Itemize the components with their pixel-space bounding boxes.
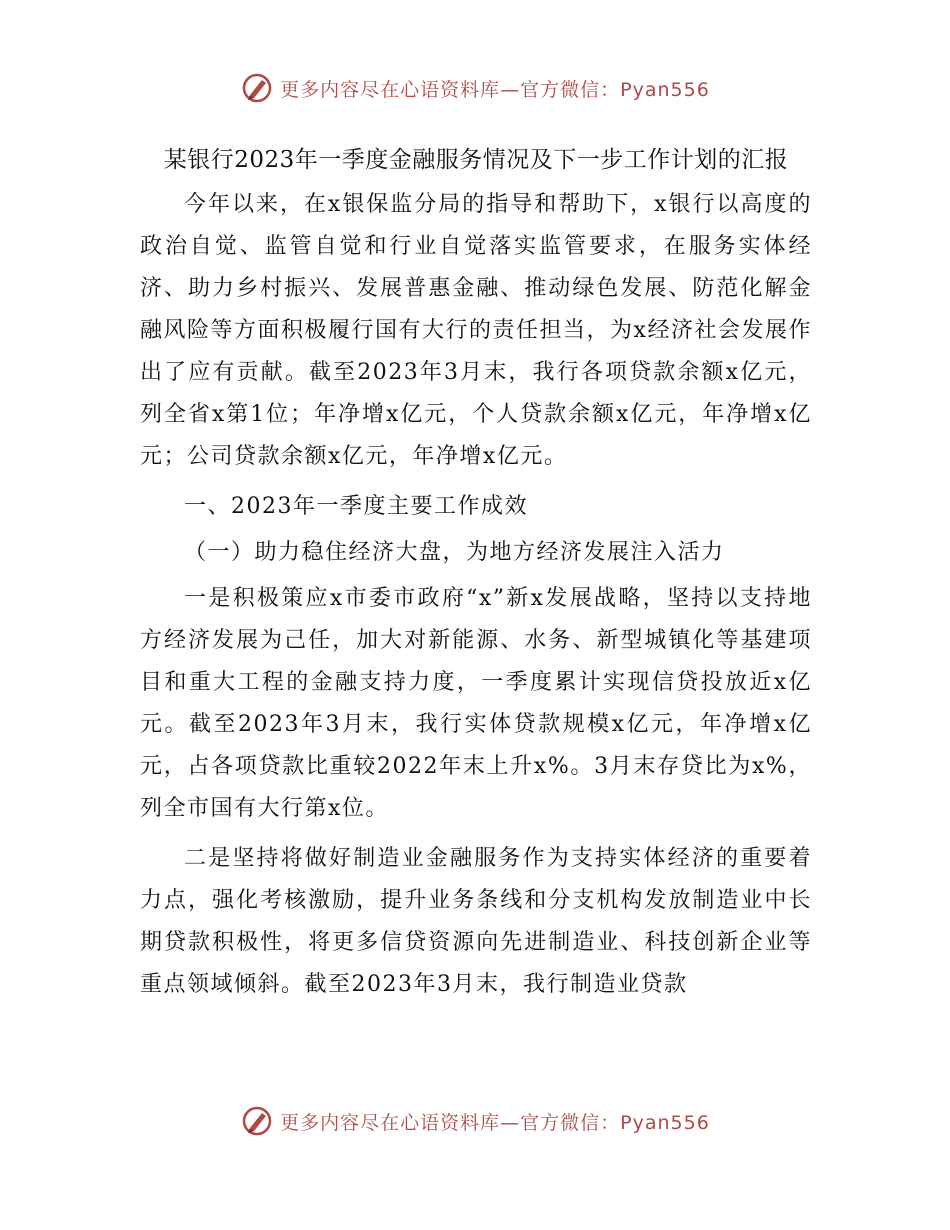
- pen-logo-icon: [240, 1104, 274, 1138]
- footer-banner: [0, 1101, 950, 1141]
- document-title: 某银行2023年一季度金融服务情况及下一步工作计划的汇报: [163, 147, 789, 173]
- document-body: [140, 140, 812, 1006]
- point-one-paragraph: 一是积极策应x市委市政府“x”新x发展战略，坚持以支持地方经济发展为己任，加大对新能源、水务、新型城镇化等基建项目和重大工程的金融支持力度，一季度累计实现信贷投放近x亿元。截至2023年3月末，我行实体贷款规模x亿元，年净增x亿元，占各项贷款比重较2022年末上升x%。3月末存贷比为x%，列全市国有大行第x位。: [140, 586, 812, 821]
- section-heading: 一、2023年一季度主要工作成效: [184, 494, 528, 519]
- banner-text: 更多内容尽在心语资料库—官方微信：Pyan556: [280, 78, 710, 101]
- intro-paragraph: 今年以来，在x银保监分局的指导和帮助下，x银行以高度的政治自觉、监管自觉和行业自觉落实监管要求，在服务实体经济、助力乡村振兴、发展普惠金融、推动绿色发展、防范化解金融风险等方面积极履行国有大行的责任担当，为x经济社会发展作出了应有贡献。截至2023年3月末，我行各项贷款余额x亿元，列全省x第1位；年净增x亿元，个人贷款余额x亿元，年净增x亿元；公司贷款余额x亿元，年净增x亿元。: [140, 192, 812, 469]
- banner-text: 更多内容尽在心语资料库—官方微信：Pyan556: [280, 1111, 710, 1134]
- header-banner: [0, 68, 950, 108]
- subsection-heading: （一）助力稳住经济大盘，为地方经济发展注入活力: [184, 540, 725, 565]
- pen-logo-icon: [240, 71, 274, 105]
- point-two-paragraph: 二是坚持将做好制造业金融服务作为支持实体经济的重要着力点，强化考核激励，提升业务条线和分支机构发放制造业中长期贷款积极性，将更多信贷资源向先进制造业、科技创新企业等重点领域倾斜。截至2023年3月末，我行制造业贷款: [140, 846, 812, 997]
